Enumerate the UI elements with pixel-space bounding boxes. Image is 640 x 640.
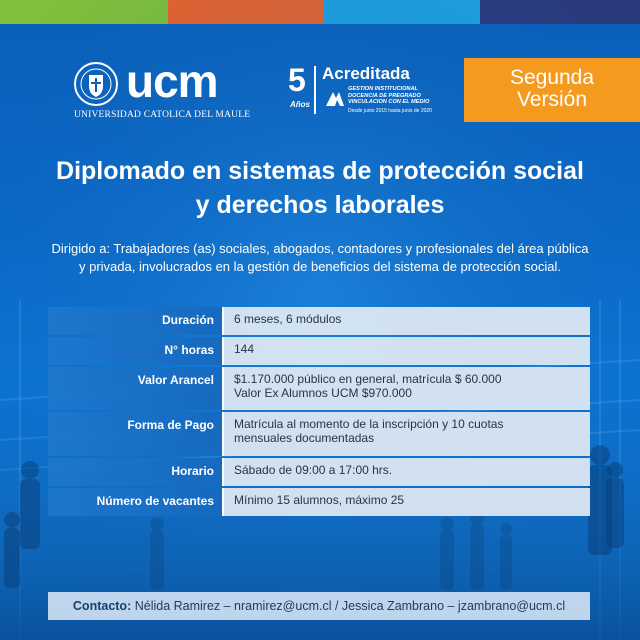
program-description-line-1: Dirigido a: Trabajadores (as) sociales, abogados, contadores y profesionales del área pública xyxy=(51,241,589,256)
accreditation-divider xyxy=(314,66,316,114)
info-value xyxy=(224,307,590,335)
program-info-table xyxy=(48,307,590,518)
accreditation-badge xyxy=(288,64,438,120)
info-value xyxy=(224,337,590,365)
info-value xyxy=(224,488,590,516)
accreditation-area-1: GESTION INSTITUCIONAL xyxy=(348,86,418,92)
info-row-payment xyxy=(48,412,590,456)
version-badge xyxy=(464,58,640,122)
version-line-2: Versión xyxy=(516,88,588,111)
info-label: Forma de Pago xyxy=(48,412,224,456)
program-description-line-2: y privada, involucrados en la gestión de beneficios del sistema de protección social. xyxy=(79,259,561,274)
accreditation-areas xyxy=(348,86,429,106)
contact-label: Contacto: xyxy=(72,599,132,613)
program-description xyxy=(40,240,600,276)
info-value xyxy=(224,412,590,456)
info-label: Duración xyxy=(48,307,224,335)
university-seal-icon xyxy=(74,62,118,106)
info-value-line: Matrícula al momento de la inscripción y 10 cuotas xyxy=(234,417,504,431)
info-value-line: Mínimo 15 alumnos, máximo 25 xyxy=(234,493,405,507)
info-row-duration xyxy=(48,307,590,335)
accreditation-years-number: 5 xyxy=(288,62,306,98)
logo-subtitle: UNIVERSIDAD CATOLICA DEL MAULE xyxy=(74,110,251,120)
accreditation-years-label: Años xyxy=(290,100,310,109)
info-row-hours xyxy=(48,337,590,365)
version-line-1: Segunda xyxy=(509,66,595,89)
accreditation-title: Acreditada xyxy=(322,64,410,83)
info-row-schedule xyxy=(48,458,590,486)
logo-name: ucm xyxy=(126,55,218,107)
program-title xyxy=(40,154,600,222)
accreditation-dates: Desde junio 2015 hasta junio de 2020 xyxy=(348,108,432,114)
contact-text: Nélida Ramirez – nramirez@ucm.cl / Jessica Zambrano – jzambrano@ucm.cl xyxy=(134,599,566,613)
accreditation-area-2: DOCENCIA DE PREGRADO xyxy=(348,92,421,99)
info-row-tuition xyxy=(48,367,590,410)
info-value xyxy=(224,367,590,410)
info-label: Horario xyxy=(48,458,224,486)
cna-chile-icon xyxy=(324,88,346,110)
info-value-line: $1.170.000 público en general, matrícula $ 60.000 xyxy=(234,372,502,386)
info-value-line: Sábado de 09:00 a 17:00 hrs. xyxy=(234,463,393,477)
info-value-line: mensuales documentadas xyxy=(234,430,375,445)
info-row-vacancies xyxy=(48,488,590,516)
program-title-line-2: y derechos laborales xyxy=(195,191,445,219)
info-label: Número de vacantes xyxy=(48,488,224,516)
info-value-line: 6 meses, 6 módulos xyxy=(234,312,342,326)
info-label: Valor Arancel xyxy=(48,367,224,410)
contact-bar xyxy=(48,592,590,620)
info-value-line: Valor Ex Alumnos UCM $970.000 xyxy=(234,385,412,400)
program-title-line-1: Diplomado en sistemas de protección social xyxy=(56,157,584,185)
ucm-logo xyxy=(74,55,251,124)
info-value-line: 144 xyxy=(234,342,255,356)
info-value xyxy=(224,458,590,486)
info-label: N° horas xyxy=(48,337,224,365)
accreditation-area-3: VINCULACION CON EL MEDIO xyxy=(348,99,430,105)
